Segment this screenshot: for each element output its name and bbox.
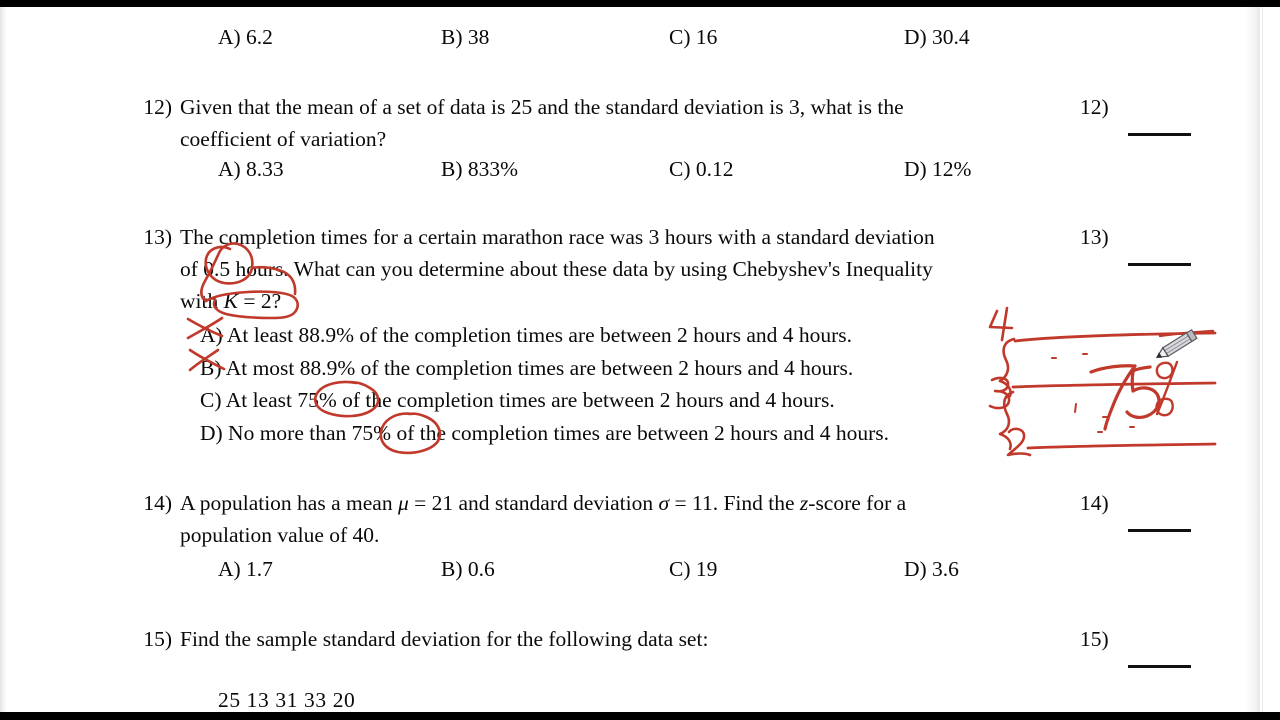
choice-a-q13[interactable]: A) At least 88.9% of the completion times are between 2 hours and 4 hours.: [200, 323, 853, 347]
question-14-answer-blank[interactable]: [1128, 529, 1191, 532]
question-13-line-1: The completion times for a certain marathon race was 3 hours with a standard deviation: [180, 225, 935, 249]
question-13-number: 13): [143, 225, 172, 249]
document-page-surface: [0, 7, 1280, 712]
choice-c-q12[interactable]: C) 0.12: [669, 157, 734, 181]
choice-b-q11[interactable]: B) 38: [441, 25, 490, 49]
choice-d-q11[interactable]: D) 30.4: [904, 25, 970, 49]
question-12-answer-number: 12): [1080, 95, 1109, 119]
vertical-scrollbar-track[interactable]: [1262, 7, 1280, 712]
question-14-answer-number: 14): [1080, 491, 1109, 515]
question-13-answer-number: 13): [1080, 225, 1109, 249]
question-12-line-2: coefficient of variation?: [180, 127, 387, 151]
question-14-text: [180, 487, 906, 551]
question-14-line-2: population value of 40.: [180, 523, 380, 547]
q14-seg-1: A population has a mean: [180, 491, 398, 515]
document-text-layer: [0, 7, 1246, 712]
question-15-line-1: Find the sample standard deviation for the following data set:: [180, 627, 709, 651]
choice-b-q12[interactable]: B) 833%: [441, 157, 519, 181]
choice-a-q11[interactable]: A) 6.2: [218, 25, 273, 49]
question-13-text: [180, 221, 935, 317]
question-12-number: 12): [143, 95, 172, 119]
question-12-choices-row: [218, 153, 971, 185]
question-13-line-2: of 0.5 hours. What can you determine about these data by using Chebyshev's Inequality: [180, 257, 933, 281]
choice-c-q14[interactable]: C) 19: [669, 557, 718, 581]
question-15-dataset: 25 13 31 33 20: [218, 688, 356, 712]
question-13-line-3-suffix: = 2?: [237, 289, 282, 313]
q14-seg-2: = 21 and standard deviation: [408, 491, 659, 515]
question-15-answer-number: 15): [1080, 627, 1109, 651]
question-12-text: [180, 91, 904, 155]
choice-d-q12[interactable]: D) 12%: [904, 157, 972, 181]
question-14-line-1: [180, 487, 906, 519]
letterbox-top-bar: [0, 0, 1280, 7]
question-15-answer-blank[interactable]: [1128, 665, 1191, 668]
choice-d-q13[interactable]: D) No more than 75% of the completion times are between 2 hours and 4 hours.: [200, 420, 890, 445]
choice-d-q14[interactable]: D) 3.6: [904, 557, 959, 581]
symbol-mu: μ: [397, 491, 409, 515]
question-14-number: 14): [143, 491, 172, 515]
choice-b-q13[interactable]: B) At most 88.9% of the completion times are between 2 hours and 4 hours.: [200, 355, 854, 380]
question-13-choices-stack: [200, 319, 889, 449]
page-right-edge-shadow: [1246, 7, 1260, 712]
choice-b-q14[interactable]: B) 0.6: [441, 557, 495, 581]
pencil-cursor-icon: [1148, 322, 1206, 370]
question-13-variable-k: K: [223, 289, 238, 313]
choice-a-q14[interactable]: A) 1.7: [218, 557, 273, 581]
question-11-choices-row: [218, 21, 970, 53]
question-12-answer-blank[interactable]: [1128, 133, 1191, 136]
q14-seg-4: -score for a: [808, 491, 907, 515]
q14-seg-3: = 11. Find the: [669, 491, 800, 515]
question-14-choices-row: [218, 553, 959, 585]
choice-c-q11[interactable]: C) 16: [669, 25, 718, 49]
symbol-z: z: [799, 491, 809, 515]
choice-c-q13[interactable]: C) At least 75% of the completion times are between 2 hours and 4 hours.: [200, 388, 835, 412]
choice-a-q12[interactable]: A) 8.33: [218, 157, 284, 181]
symbol-sigma: σ: [658, 491, 670, 515]
letterbox-bottom-bar: [0, 712, 1280, 720]
question-13-line-3: [180, 285, 935, 317]
question-15-number: 15): [143, 627, 172, 651]
question-13-answer-blank[interactable]: [1128, 263, 1191, 266]
question-15-text: [180, 623, 708, 655]
question-13-line-3-prefix: with: [180, 289, 224, 313]
question-12-line-1: Given that the mean of a set of data is 25 and the standard deviation is 3, what is the: [180, 95, 904, 119]
